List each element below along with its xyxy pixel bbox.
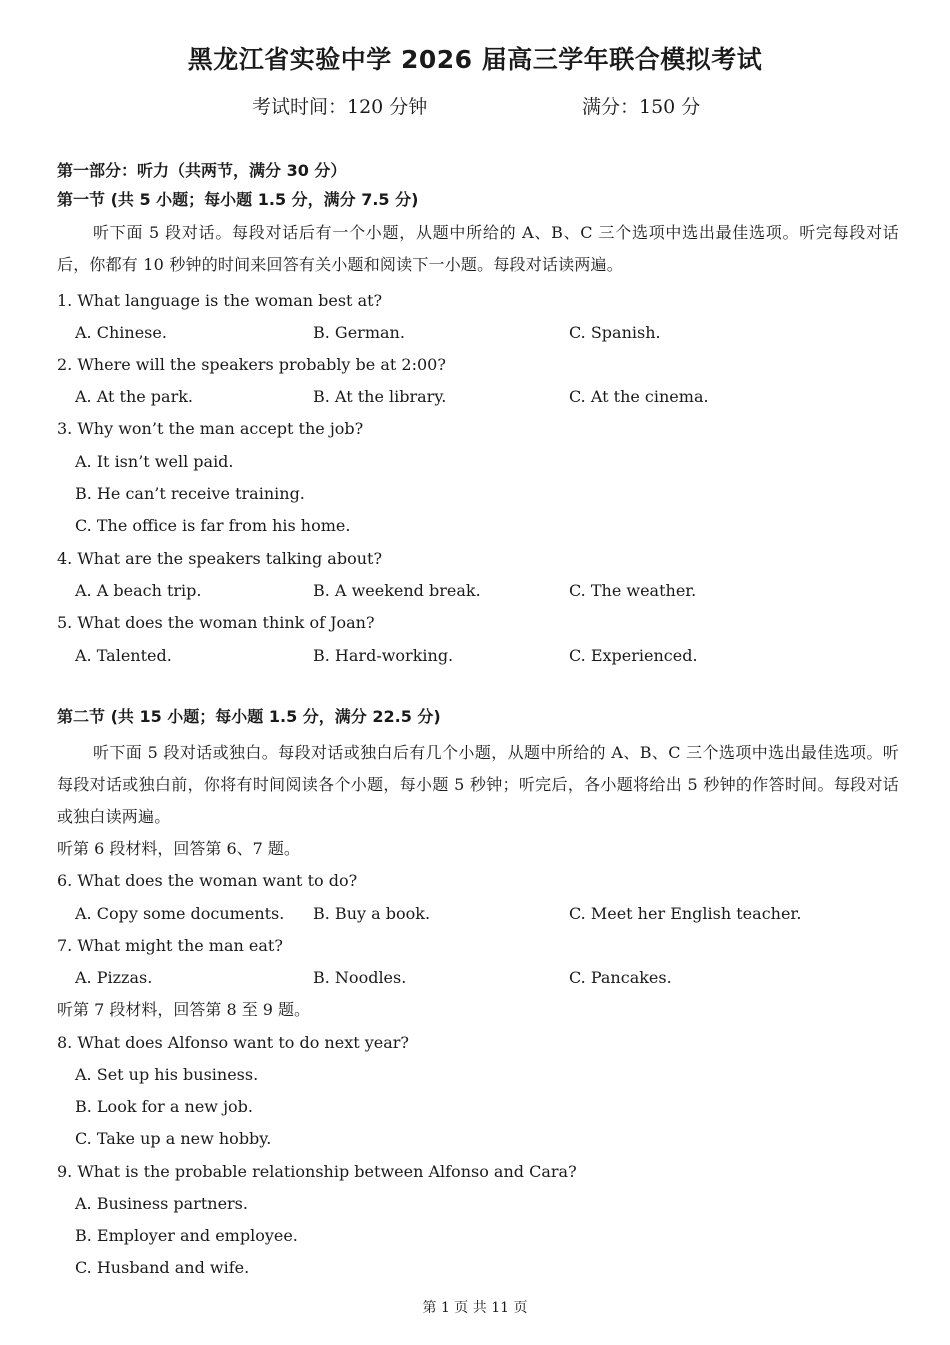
exam-title: 黑龙江省实验中学 2026 届高三学年联合模拟考试 [187, 45, 763, 74]
section2-instructions: 听下面 5 段对话或独白。每段对话或独白后有几个小题，从题中所给的 A、B、C 三个选项中选出最佳选项。听每段对话或独白前，你将有时间阅读各个小题，每小题 5 秒钟；听完后，各小题将给出 5 秒钟的作答时间。每段对话或独白读两遍。 [57, 743, 899, 826]
q3-option-b: B. He can’t receive training. [75, 484, 305, 503]
question-1: 1. What language is the woman best at? [57, 291, 383, 310]
q3-option-c: C. The office is far from his home. [75, 516, 351, 535]
q7-option-c: C. Pancakes. [569, 968, 672, 987]
section2-heading: 第二节 (共 15 小题；每小题 1.5 分，满分 22.5 分) [57, 707, 441, 726]
q4-option-b: B. A weekend break. [313, 581, 481, 600]
question-9: 9. What is the probable relationship between Alfonso and Cara? [57, 1162, 577, 1181]
q4-option-a: A. A beach trip. [75, 581, 202, 600]
q2-option-a: A. At the park. [75, 387, 194, 406]
q8-option-a: A. Set up his business. [75, 1065, 259, 1084]
question-7: 7. What might the man eat? [57, 936, 283, 955]
question-5: 5. What does the woman think of Joan? [57, 613, 375, 632]
q4-option-c: C. The weather. [569, 581, 697, 600]
q9-option-c: C. Husband and wife. [75, 1258, 250, 1277]
q9-option-a: A. Business partners. [75, 1194, 248, 1213]
q1-option-c: C. Spanish. [569, 323, 661, 342]
q1-option-a: A. Chinese. [75, 323, 167, 342]
q6-option-a: A. Copy some documents. [75, 904, 285, 923]
q6-option-b: B. Buy a book. [313, 904, 431, 923]
q5-option-b: B. Hard-working. [313, 646, 454, 665]
q5-option-a: A. Talented. [75, 646, 172, 665]
q2-option-c: C. At the cinema. [569, 387, 709, 406]
q5-option-c: C. Experienced. [569, 646, 698, 665]
page-footer: 第 1 页 共 11 页 [422, 1300, 528, 1316]
material-7-note: 听第 7 段材料，回答第 8 至 9 题。 [57, 1000, 311, 1019]
q7-option-a: A. Pizzas. [75, 968, 153, 987]
q9-option-b: B. Employer and employee. [75, 1226, 298, 1245]
q3-option-a: A. It isn’t well paid. [75, 452, 234, 471]
q6-option-c: C. Meet her English teacher. [569, 904, 802, 923]
q8-option-b: B. Look for a new job. [75, 1097, 253, 1116]
q7-option-b: B. Noodles. [313, 968, 407, 987]
full-score: 满分：150 分 [582, 96, 701, 118]
question-6: 6. What does the woman want to do? [57, 871, 358, 890]
section1-heading: 第一节 (共 5 小题；每小题 1.5 分，满分 7.5 分) [57, 190, 419, 209]
question-2: 2. Where will the speakers probably be at 2:00? [57, 355, 446, 374]
question-3: 3. Why won’t the man accept the job? [57, 419, 364, 438]
section1-instructions: 听下面 5 段对话。每段对话后有一个小题，从题中所给的 A、B、C 三个选项中选出最佳选项。听完每段对话后，你都有 10 秒钟的时间来回答有关小题和阅读下一小题。每段对话读两遍。 [57, 223, 899, 274]
question-8: 8. What does Alfonso want to do next year? [57, 1033, 410, 1052]
q1-option-b: B. German. [313, 323, 405, 342]
part1-heading: 第一部分：听力（共两节，满分 30 分） [57, 161, 347, 180]
question-4: 4. What are the speakers talking about? [57, 549, 383, 568]
material-6-note: 听第 6 段材料，回答第 6、7 题。 [57, 839, 300, 858]
q8-option-c: C. Take up a new hobby. [75, 1129, 272, 1148]
exam-time: 考试时间：120 分钟 [252, 96, 428, 118]
q2-option-b: B. At the library. [313, 387, 447, 406]
